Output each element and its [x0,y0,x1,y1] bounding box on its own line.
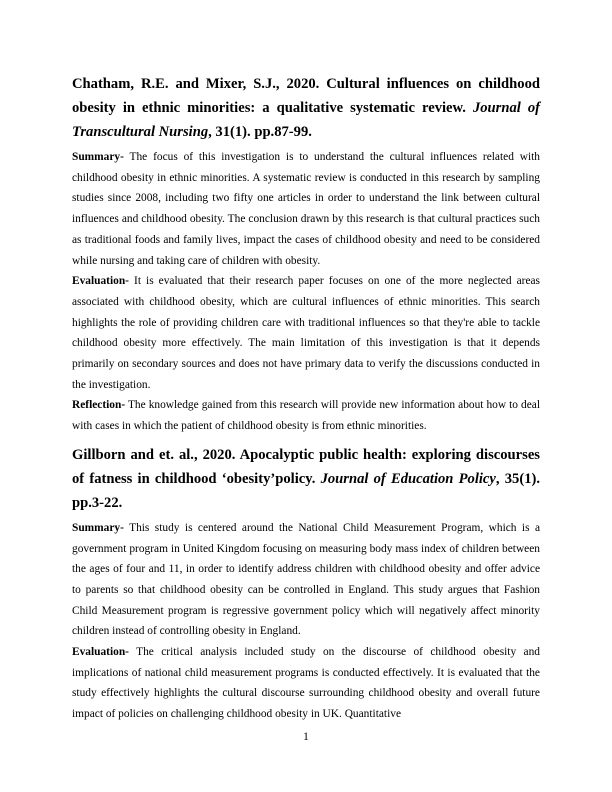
citation-text: Gillborn and et. al., 2020. Apocalyptic public health: exploring discourses of fatness in childhood ‘obesity’policy. [72,446,540,487]
evaluation-label: Evaluation- [72,275,129,288]
reflection-label: Reflection- [72,399,126,412]
evaluation-text: The critical analysis included study on the discourse of childhood obesity and implications of national child measurement programs is conducted effectively. It is evaluated that the study effectively highlights the cultural discourse surrounding childhood obesity and overall future impact of policies on challenging childhood obesity in UK. Quantitative [72,646,540,721]
journal-title: Journal of Transcultural Nursing [72,100,540,140]
document-page [72,72,540,725]
evaluation-paragraph-1 [72,271,540,395]
summary-label: Summary- [72,151,124,163]
evaluation-paragraph-2 [72,642,540,725]
summary-paragraph-1 [72,147,540,271]
evaluation-label: Evaluation- [72,646,129,659]
citation-details: , 31(1). pp.87-99. [208,124,312,140]
summary-text: The focus of this investigation is to understand the cultural influences related with childhood obesity in ethnic minorities. A systematic review is conducted in this research by sampling studies since 2008, including two fifty one articles in order to understand the link between cultural influences and childhood obesity. The conclusion drawn by this research is that cultural practices such as traditional foods and family lives, impact the cases of childhood obesity and need to be considered while nursing and taking care of children with obesity. [72,151,540,267]
reference-citation-1 [72,72,540,144]
reference-citation-2 [72,443,540,515]
summary-label: Summary- [72,521,124,534]
page-number: 1 [303,731,309,743]
citation-text: Chatham, R.E. and Mixer, S.J., 2020. Cultural influences on childhood obesity in ethnic minorities: a qualitative systematic review. [72,76,540,116]
summary-text: This study is centered around the National Child Measurement Program, which is a government program in United Kingdom focusing on measuring body mass index of children between the ages of four and 11, in order to identify address children with childhood obesity and offer advice to parents so that childhood obesity can be controlled in England. This study argues that Fashion Child Measurement program is regressive government policy which will negatively affect minority children instead of controlling obesity in England. [72,521,540,638]
reflection-text: The knowledge gained from this research will provide new information about how to deal with cases in which the patient of childhood obesity is from ethnic minorities. [72,399,540,433]
summary-paragraph-2 [72,518,540,642]
journal-title: Journal of Education Policy [320,470,496,487]
citation-details: , 35(1). pp.3-22. [72,470,540,511]
reflection-paragraph-1 [72,395,540,436]
evaluation-text: It is evaluated that their research paper focuses on one of the more neglected areas associated with childhood obesity, which are cultural influences of ethnic minorities. This search highlights the role of providing children care with traditional influences so that they're able to tackle childhood obesity more effectively. The main limitation of this investigation is that it depends primarily on secondary sources and does not have primary data to verify the discussions conducted in the investigation. [72,275,540,391]
